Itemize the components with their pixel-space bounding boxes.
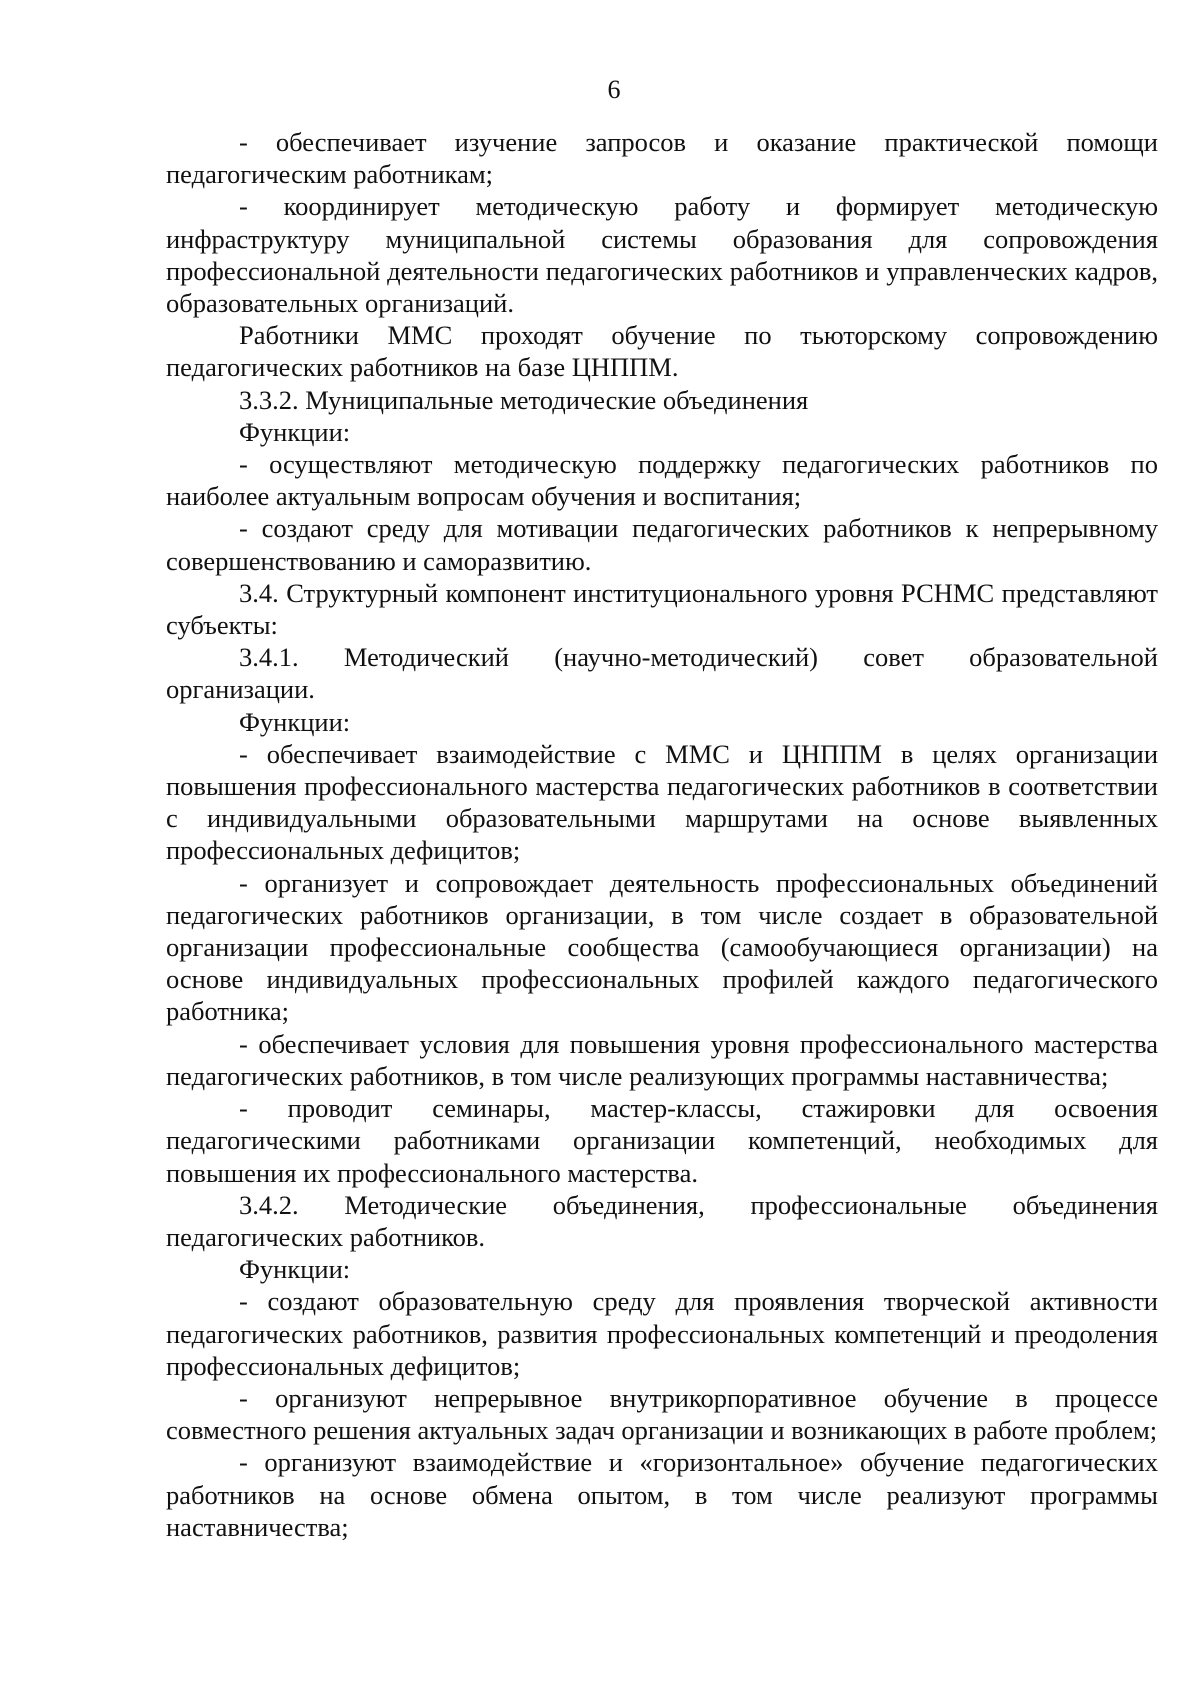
paragraph-14: - проводит семинары, мастер-классы, стажировки для освоения педагогическими работниками организации компетенций, необходимых для повышения их профессионального мастерства.: [166, 1093, 1158, 1188]
paragraph-19: - организуют взаимодействие и «горизонтальное» обучение педагогических работников на основе обмена опытом, в том числе реализуют программы наставничества;: [166, 1447, 1158, 1542]
paragraph-12: - организует и сопровождает деятельность профессиональных объединений педагогических работников организации, в том числе создает в образовательной организации профессиональные сообщества (самообучающиеся организации) на основе индивидуальных профессиональных профилей каждого педагогического работника;: [166, 867, 1158, 1027]
paragraph-17: - создают образовательную среду для проявления творческой активности педагогических работников, развития профессиональных компетенций и преодоления профессиональных дефицитов;: [166, 1286, 1158, 1381]
section-heading-3-4: 3.4. Структурный компонент институционального уровня РСНМС представляют субъекты:: [166, 577, 1158, 641]
paragraph-11: - обеспечивает взаимодействие с ММС и ЦНППМ в целях организации повышения профессионального мастерства педагогических работников в соответствии с индивидуальными образовательными маршрутами на основе выявленных профессиональных дефицитов;: [166, 738, 1158, 866]
section-heading-3-3-2: 3.3.2. Муниципальные методические объединения: [239, 384, 809, 415]
document-body: [166, 126, 1158, 1543]
page-number: 6: [607, 75, 621, 104]
paragraph-13: - обеспечивает условия для повышения уровня профессионального мастерства педагогических работников, в том числе реализующих программы наставничества;: [166, 1028, 1158, 1091]
paragraph-2: - координирует методическую работу и формирует методическую инфраструктуру муниципальной системы образования для сопровождения профессиональной деятельности педагогических работников и управленческих кадров, образовательных организаций.: [166, 191, 1158, 319]
paragraph-1: - обеспечивает изучение запросов и оказание практической помощи педагогическим работникам;: [166, 127, 1158, 190]
paragraph-6: - осуществляют методическую поддержку педагогических работников по наиболее актуальным вопросам обучения и воспитания;: [166, 449, 1158, 512]
functions-label: Функции:: [239, 416, 351, 447]
functions-label: Функции:: [239, 706, 351, 737]
paragraph-18: - организуют непрерывное внутрикорпоративное обучение в процессе совместного решения актуальных задач организации и возникающих в работе проблем;: [166, 1382, 1158, 1446]
functions-label: Функции:: [239, 1254, 351, 1285]
section-heading-3-4-1: 3.4.1. Методический (научно-методический) совет образовательной организации.: [166, 642, 1158, 705]
paragraph-7: - создают среду для мотивации педагогических работников к непрерывному совершенствованию и саморазвитию.: [166, 513, 1158, 576]
section-heading-3-4-2: 3.4.2. Методические объединения, профессиональные объединения педагогических работников.: [166, 1189, 1158, 1252]
paragraph-3: Работники ММС проходят обучение по тьюторскому сопровождению педагогических работников на базе ЦНППМ.: [166, 320, 1158, 383]
